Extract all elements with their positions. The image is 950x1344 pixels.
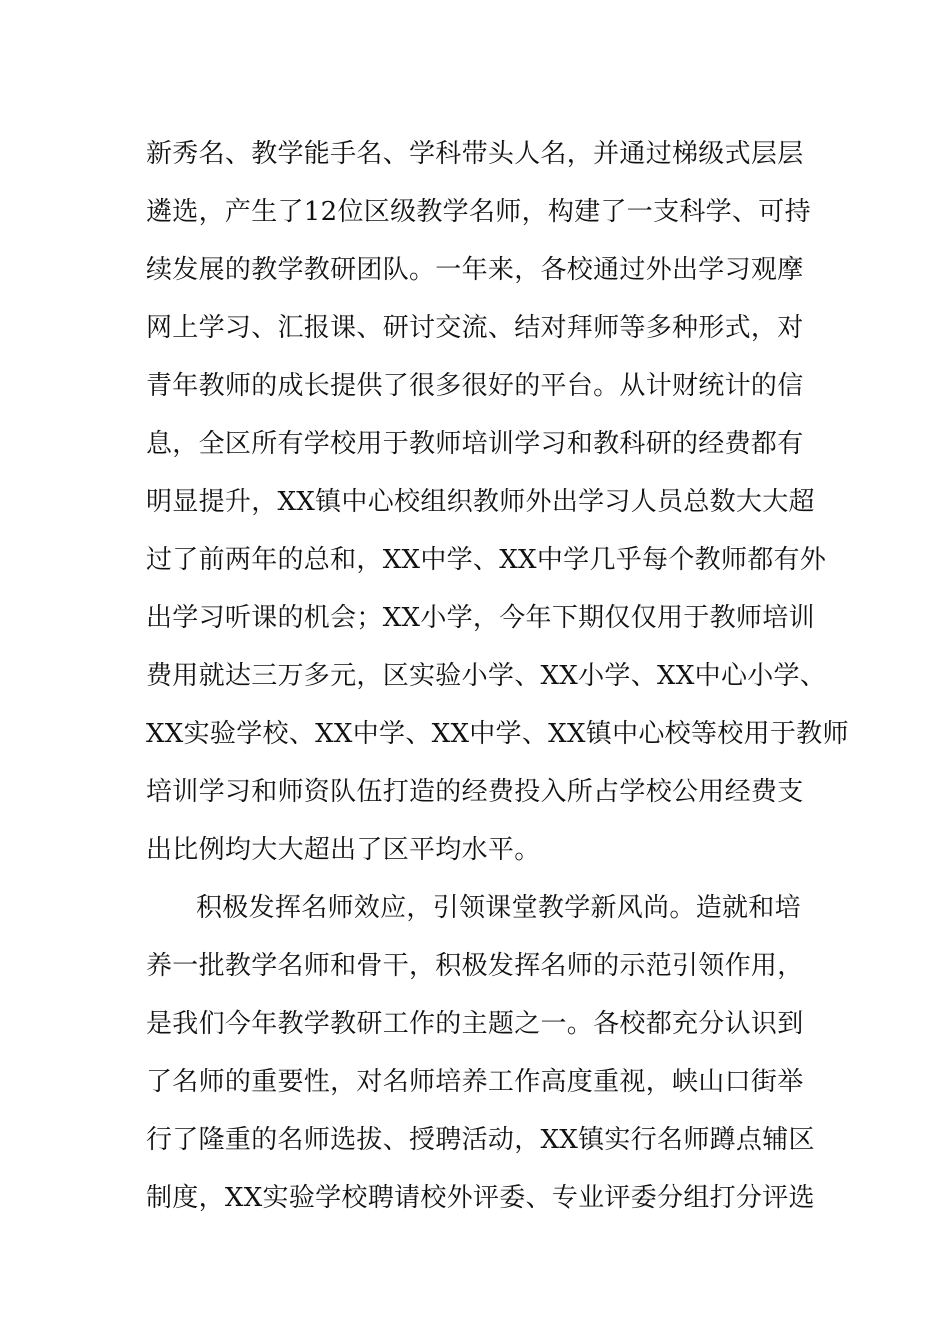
text-line: 行了隆重的名师选拔、授聘活动，XX镇实行名师蹲点辅区 <box>146 1125 815 1155</box>
text-line: 续发展的教学教研团队。一年来，各校通过外出学习观摩 <box>146 255 804 285</box>
text-line: 过了前两年的总和，XX中学、XX中学几乎每个教师都有外 <box>146 545 827 575</box>
text-line: 制度，XX实验学校聘请校外评委、专业评委分组打分评选 <box>146 1183 815 1213</box>
paragraph-start-line: 积极发挥名师效应，引领课堂教学新风尚。造就和培 <box>196 893 801 923</box>
text-line: 出比例均大大超出了区平均水平。 <box>146 835 541 865</box>
text-line: 新秀名、教学能手名、学科带头人名，并通过梯级式层层 <box>146 139 804 169</box>
text-line: 培训学习和师资队伍打造的经费投入所占学校公用经费支 <box>146 777 804 807</box>
body-text <box>146 125 849 1227</box>
text-line: 青年教师的成长提供了很多很好的平台。从计财统计的信 <box>146 371 804 401</box>
text-line: 明显提升，XX镇中心校组织教师外出学习人员总数大大超 <box>146 487 815 517</box>
text-line: 遴选，产生了12位区级教学名师，构建了一支科学、可持 <box>146 197 811 227</box>
text-line: 出学习听课的机会；XX小学，今年下期仅仅用于教师培训 <box>146 603 815 633</box>
text-line: 网上学习、汇报课、研讨交流、结对拜师等多种形式，对 <box>146 313 804 343</box>
text-line: 养一批教学名师和骨干，积极发挥名师的示范引领作用， <box>146 951 804 981</box>
text-line: 费用就达三万多元，区实验小学、XX小学、XX中心小学、 <box>146 661 827 691</box>
text-line: 是我们今年教学教研工作的主题之一。各校都充分认识到 <box>146 1009 804 1039</box>
text-line: XX实验学校、XX中学、XX中学、XX镇中心校等校用于教师 <box>146 719 849 749</box>
text-line: 息，全区所有学校用于教师培训学习和教科研的经费都有 <box>146 429 804 459</box>
text-line: 了名师的重要性，对名师培养工作高度重视，峡山口街举 <box>146 1067 804 1097</box>
